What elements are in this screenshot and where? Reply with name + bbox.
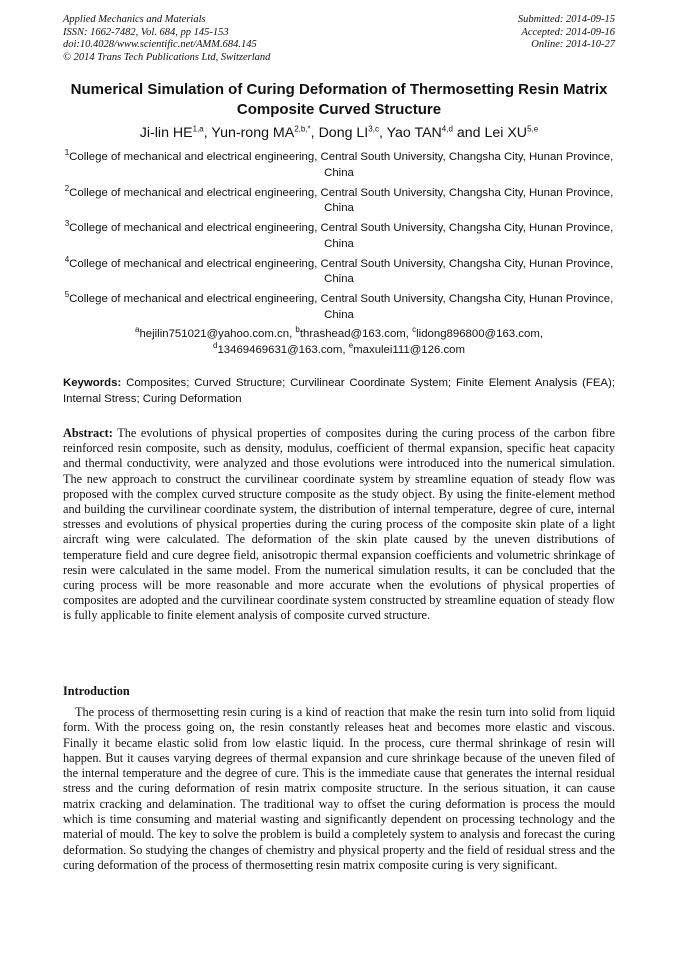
email-link[interactable]: maxulei111@126.com <box>353 343 465 356</box>
email-link[interactable]: hejilin751021@yahoo.com.cn <box>139 328 290 340</box>
email-link[interactable]: lidong896800@163.com <box>416 328 540 340</box>
email-link[interactable]: thrashead@163.com <box>299 328 406 340</box>
author-name: Yun-rong MA <box>211 125 295 141</box>
email-link[interactable]: 13469469631@163.com <box>217 343 343 356</box>
keywords-text: Composites; Curved Structure; Curvilinear Coordinate System; Finite Element Analysis (FEA); Internal Stress; Curing Deformation <box>63 377 615 405</box>
keywords <box>63 376 615 408</box>
affiliation-list <box>63 150 615 328</box>
section-heading-introduction: Introduction <box>63 684 130 698</box>
email-list: $^a$hejilin751021@yahoo.com.cn, $^b$thrashead@163.com, $^c$lidong896800@163.com, $^d$13469469631@163.com, $^e$maxulei111@126.com <box>135 325 543 356</box>
accepted-date: Accepted: 2014-09-16 <box>521 26 615 38</box>
affiliation: $^4$College of mechanical and electrical engineering, Central South University, Changsha City, Hunan Province, China <box>64 254 614 286</box>
affiliation: $^2$College of mechanical and electrical engineering, Central South University, Changsha City, Hunan Province, China <box>64 183 614 215</box>
author-sup: 1,a <box>192 124 204 134</box>
dates-header <box>518 14 615 52</box>
paper-title: Numerical Simulation of Curing Deformation of Thermosetting Resin Matrix Composite Curved Structure <box>70 81 608 118</box>
online-date: Online: 2014-10-27 <box>531 39 615 51</box>
author-sup: 2,b,* <box>294 124 311 134</box>
journal-header <box>63 14 270 64</box>
author-name: Lei XU <box>484 125 528 141</box>
author-list: Ji-lin HE$^{1,a}$, Yun-rong $MA^{2,b,*}$, Dong LI$^{3,c}$, Yao TAN$^{4,d}$ and Lei XU$^{5,e}$ <box>139 124 539 141</box>
keywords-label: Keywords: <box>63 377 122 389</box>
issn-line: ISSN: 1662-7482, Vol. 684, pp 145-153 <box>63 26 229 38</box>
doi-line: doi:10.4028/www.scientific.net/AMM.684.145 <box>63 39 257 51</box>
affiliation: $^3$College of mechanical and electrical engineering, Central South University, Changsha City, Hunan Province, China <box>64 219 614 250</box>
journal-name: Applied Mechanics and Materials <box>63 14 206 25</box>
abstract-text: The evolutions of physical properties of composites during the curing process of the carbon fibre reinforced resin composite, such as density, modulus, coefficient of thermal expansion, specific heat capacity and thermal conductivity, were analyzed and those evolutions were introduced into the numerical simulation. The new approach to construct the curvilinear coordinate system by streamline equation of steady flow was proposed with the complex curved structure composite as the study object. By using the finite-element method and building the curvilinear coordinate system, the distribution of internal temperature, degree of cure, internal stresses and evolutions of physical properties during the curing process of the composite skin plate of a light aircraft wing were calculated. The deformation of the skin plate caused by the uneven distributions of temperature field and cure degree field, anisotropic thermal expansion coefficients and volumetric shrinkage of resin were calculated in the same model. From the numerical simulation results, it can be concluded that the curing process will be more reasonable and more accurate when the evolutions of physical properties of composites are adopted and the curvilinear coordinate system constructed by streamline equation of steady flow is fully applicable to finite element analysis of composite curved structure. <box>63 426 615 623</box>
abstract-label: Abstract: <box>63 426 113 440</box>
affiliation: $^1$College of mechanical and electrical engineering, Central South University, Changsha City, Hunan Province, China <box>64 148 614 179</box>
abstract <box>63 426 615 624</box>
author-name: Ji-lin HE <box>139 125 193 141</box>
copyright-line: © 2014 Trans Tech Publications Ltd, Switzerland <box>63 51 271 63</box>
affiliation: $^5$College of mechanical and electrical engineering, Central South University, Changsha City, Hunan Province, China <box>64 290 614 321</box>
author-name: Yao TAN <box>386 125 442 141</box>
introduction-paragraph: The process of thermosetting resin curing is a kind of reaction that make the resin turn into solid from liquid form. With the process going on, the resin constantly releases heat and becomes more elastic and viscous. Finally it became elastic solid from low elastic liquid. In the process, cure thermal shrinkage of resin will happen. But it causes varying degrees of thermal expansion and cure shrinkage because of the uneven filed of the internal temperature and the degree of cure. This is the immediate cause that generates the internal residual stress and the curing deformation of resin matrix composite structure. In the serious situation, it can cause matrix cracking and delamination. The traditional way to offset the curing deformation is process the mould which is time consuming and material wasting and significantly dependent on processing technology and the material of mould. The key to solve the problem is build a completely system to analysis and forecast the curing deformation. So studying the changes of chemistry and physical property and the field of residual stress and the curing deformation of the process of thermosetting resin matrix composite curing is very significant. <box>63 705 615 872</box>
author-sup: 4,d <box>441 124 453 134</box>
author-sup: 3,c <box>368 124 379 134</box>
submitted-date: Submitted: 2014-09-15 <box>517 14 615 25</box>
author-sup: 5,e <box>527 124 539 134</box>
author-name: Dong LI <box>318 125 369 141</box>
